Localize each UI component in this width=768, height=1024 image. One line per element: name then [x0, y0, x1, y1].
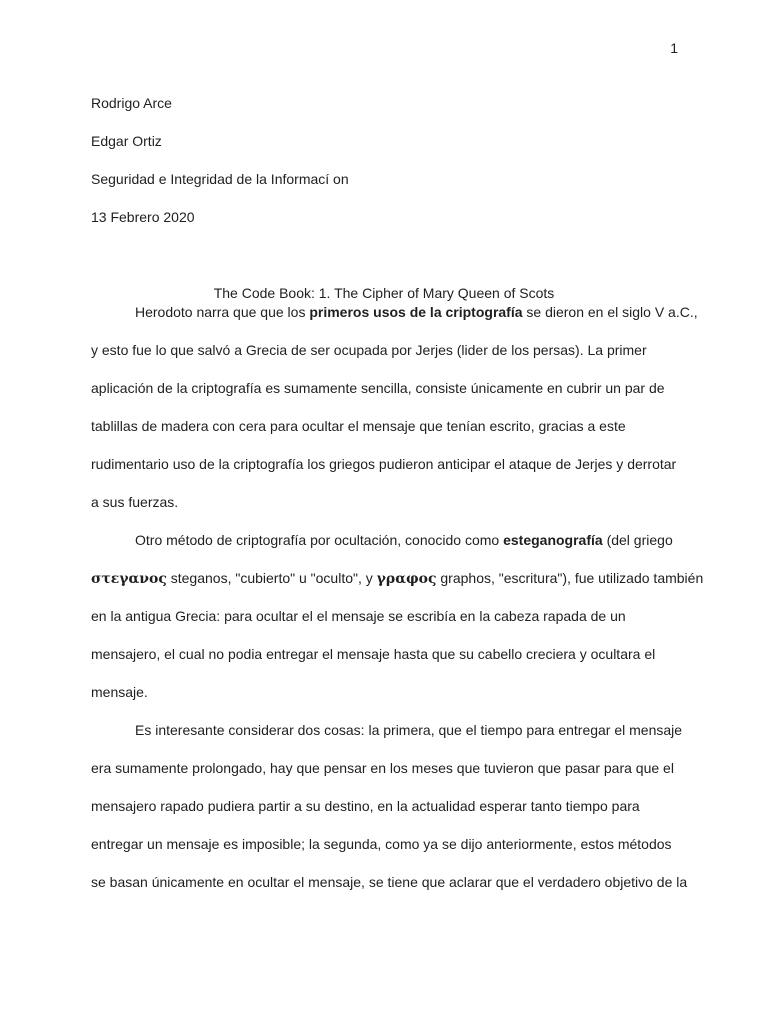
paragraph-3-line-4: entregar un mensaje es imposible; la segunda, como ya se dijo anteriormente, estos métodos: [91, 836, 672, 852]
paragraph-1-line-1: [135, 304, 698, 320]
author-1: Rodrigo Arce: [91, 95, 172, 111]
document-title: The Code Book: 1. The Cipher of Mary Queen of Scots: [213, 285, 555, 301]
paragraph-1-line-5: rudimentario uso de la criptografía los griegos pudieron anticipar el ataque de Jerjes y derrotar: [91, 456, 677, 472]
page-number: 1: [670, 40, 678, 56]
text-run: Otro método de criptografía por ocultación, conocido como: [135, 532, 504, 548]
paragraph-2-line-1: [135, 532, 673, 548]
greek-word: στεγανος: [91, 571, 167, 587]
paragraph-1-line-4: tablillas de madera con cera para ocultar el mensaje que tenían escrito, gracias a este: [91, 418, 626, 434]
paragraph-3-line-2: era sumamente prolongado, hay que pensar en los meses que tuvieron que pasar para que el: [91, 760, 674, 776]
paragraph-1-line-2: y esto fue lo que salvó a Grecia de ser ocupada por Jerjes (lider de los persas). La primer: [91, 342, 647, 358]
text-run: se dieron en el siglo V a.C.,: [522, 304, 698, 320]
course-name: Seguridad e Integridad de la Informací on: [91, 171, 349, 187]
bold-phrase: primeros usos de la criptografía: [309, 304, 523, 320]
text-run: graphos, "escritura"), fue utilizado también: [436, 570, 704, 586]
author-2: Edgar Ortiz: [91, 133, 162, 149]
paragraph-2-line-5: mensaje.: [91, 684, 148, 700]
paragraph-1-line-3: aplicación de la criptografía es sumamente sencilla, consiste únicamente en cubrir un par de: [91, 380, 665, 396]
paragraph-3-line-1: Es interesante considerar dos cosas: la primera, que el tiempo para entregar el mensaje: [135, 722, 683, 738]
paragraph-2-line-4: mensajero, el cual no podia entregar el mensaje hasta que su cabello creciera y ocultara el: [91, 646, 656, 662]
text-run: steganos, "cubierto" u "oculto", y: [166, 570, 377, 586]
text-run: (del griego: [602, 532, 673, 548]
text-run: Herodoto narra que que los: [135, 304, 310, 320]
document-date: 13 Febrero 2020: [91, 209, 195, 225]
greek-word: γραφος: [376, 571, 437, 587]
paragraph-2-line-2: [91, 570, 703, 587]
paragraph-2-line-3: en la antigua Grecia: para ocultar el el mensaje se escribía en la cabeza rapada de un: [91, 608, 626, 624]
paragraph-3-line-5: se basan únicamente en ocultar el mensaje, se tiene que aclarar que el verdadero objetivo de la: [91, 874, 688, 890]
bold-phrase: esteganografía: [503, 532, 603, 548]
paragraph-3-line-3: mensajero rapado pudiera partir a su destino, en la actualidad esperar tanto tiempo para: [91, 798, 640, 814]
paragraph-1-line-6: a sus fuerzas.: [91, 494, 179, 510]
